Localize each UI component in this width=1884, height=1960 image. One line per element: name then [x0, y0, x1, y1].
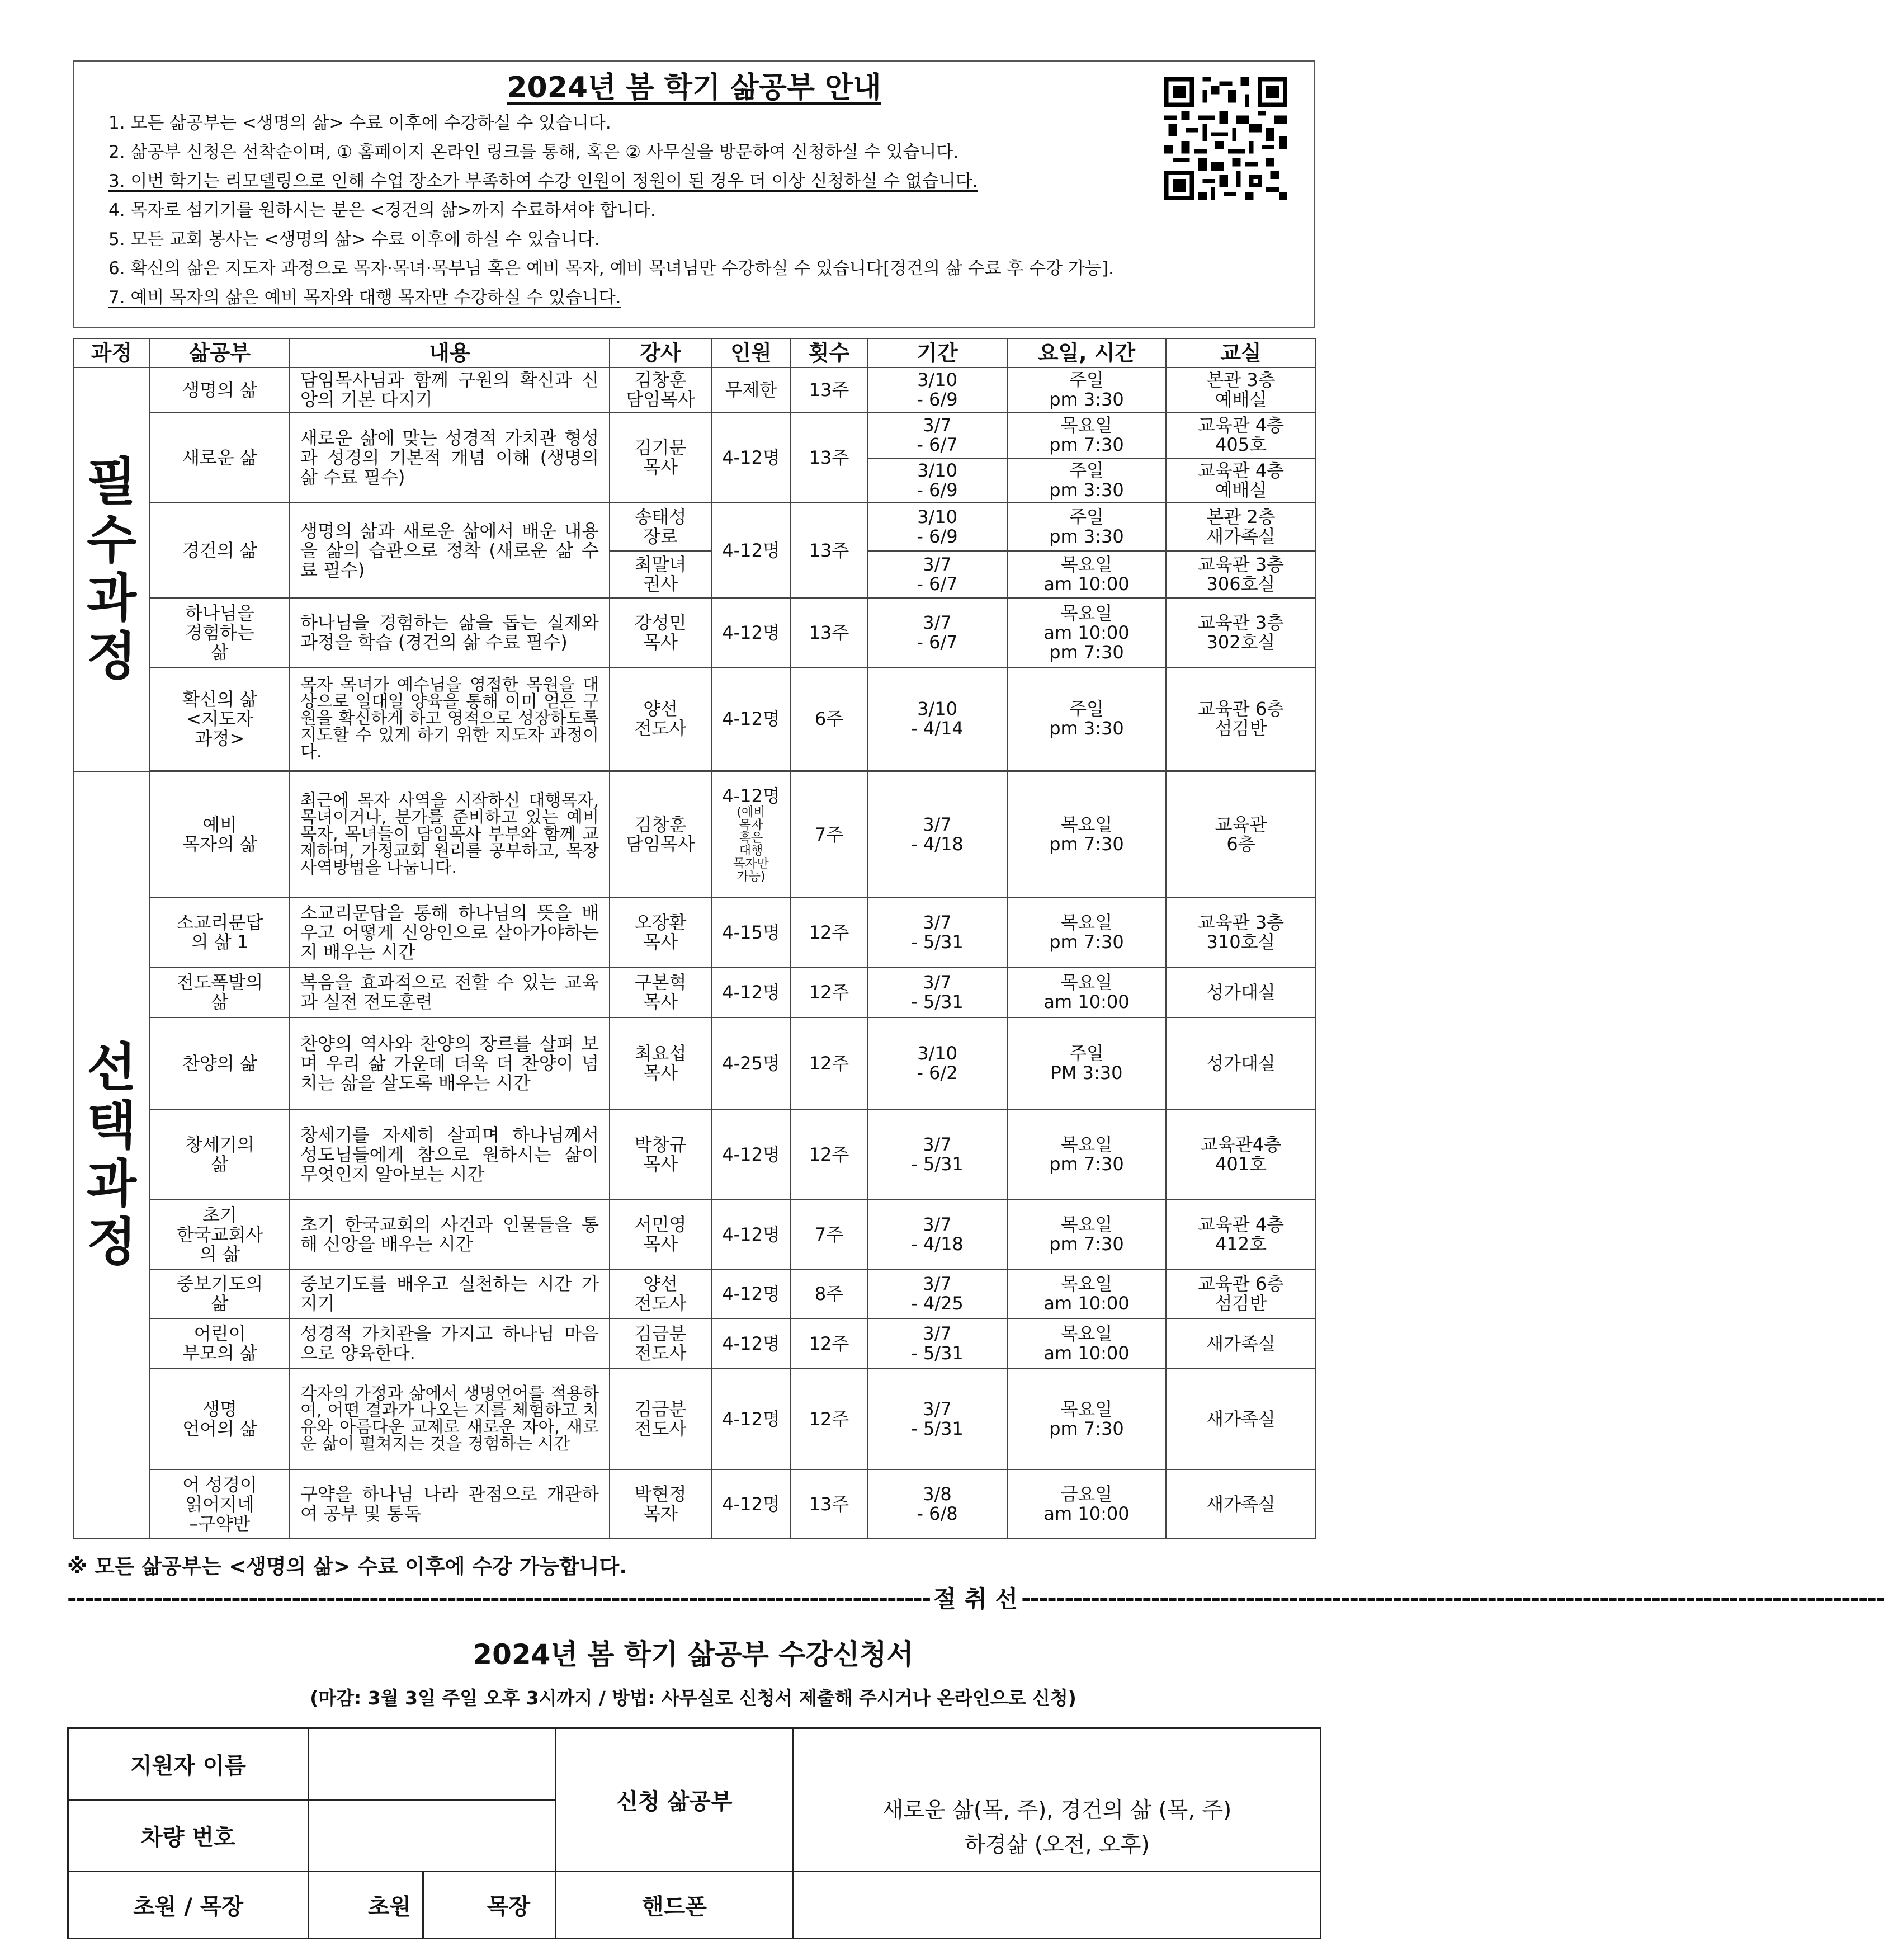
course-room: 교육관 4층 412호 — [1166, 1200, 1316, 1269]
course-name: 창세기의 삶 — [150, 1109, 290, 1200]
table-row — [73, 898, 1316, 967]
course-name: 예비 목자의 삶 — [150, 771, 290, 898]
course-room: 교육관 3층 302호실 — [1166, 598, 1316, 667]
course-capacity: 4-12명 — [711, 667, 791, 770]
course-time: 목요일 am 10:00 — [1007, 1269, 1166, 1318]
course-content: 구약을 하나님 나라 관점으로 개관하여 공부 및 통독 — [290, 1469, 610, 1539]
course-teacher: 박창규 목사 — [610, 1109, 711, 1200]
notice-box — [73, 60, 1315, 328]
course-content: 창세기를 자세히 살피며 하나님께서 성도님들에게 참으로 원하시는 삶이 무엇인지 알아보는 시간 — [290, 1109, 610, 1200]
course-name: 전도폭발의 삶 — [150, 967, 290, 1017]
course-room: 새가족실 — [1166, 1469, 1316, 1539]
course-room: 교육관 6층 — [1166, 771, 1316, 898]
notice-title: 2024년 봄 학기 삶공부 안내 — [507, 71, 881, 105]
course-count: 13주 — [791, 412, 867, 503]
course-time: 금요일 am 10:00 — [1007, 1469, 1166, 1539]
course-select-options[interactable] — [794, 1728, 1321, 1872]
course-name: 찬양의 삶 — [150, 1017, 290, 1109]
course-period: 3/7 - 6/7 — [867, 551, 1007, 598]
form-row — [68, 1728, 1321, 1800]
course-time: 목요일 pm 7:30 — [1007, 412, 1166, 458]
course-option-line: 새로운 삶(목, 주), 경건의 삶 (목, 주) — [882, 1797, 1232, 1823]
course-room: 성가대실 — [1166, 1017, 1316, 1109]
course-period: 3/7 - 6/7 — [867, 598, 1007, 667]
course-content: 하나님을 경험하는 삶을 돕는 실제와 과정을 학습 (경건의 삶 수료 필수) — [290, 598, 610, 667]
course-count: 12주 — [791, 1017, 867, 1109]
course-capacity: 무제한 — [711, 368, 791, 412]
course-room: 본관 3층 예배실 — [1166, 368, 1316, 412]
course-time: 목요일 pm 7:30 — [1007, 771, 1166, 898]
course-period: 3/10 - 6/9 — [867, 368, 1007, 412]
course-capacity: 4-12명 — [711, 598, 791, 667]
car-number-label: 차량 번호 — [68, 1800, 309, 1872]
course-teacher: 서민영 목사 — [610, 1200, 711, 1269]
course-period: 3/8 - 6/8 — [867, 1469, 1007, 1539]
course-teacher: 김기문 목사 — [610, 412, 711, 503]
course-room: 새가족실 — [1166, 1369, 1316, 1469]
course-teacher: 송태성 장로 — [610, 503, 711, 551]
course-name: 새로운 삶 — [150, 412, 290, 503]
header-category: 과정 — [73, 338, 150, 368]
mokjang-label: 목장 — [487, 1894, 530, 1920]
table-row — [73, 412, 1316, 458]
header-time: 요일, 시간 — [1007, 338, 1166, 368]
course-capacity: 4-12명 — [711, 1318, 791, 1369]
course-period: 3/7 - 6/7 — [867, 412, 1007, 458]
table-row — [73, 503, 1316, 551]
course-capacity: 4-12명 — [711, 412, 791, 503]
course-period: 3/7 - 4/18 — [867, 1200, 1007, 1269]
footnote: ※ 모든 삶공부는 <생명의 삶> 수료 이후에 수강 가능합니다. — [67, 1554, 627, 1579]
course-time: 목요일 am 10:00 — [1007, 551, 1166, 598]
course-time: 주일 pm 3:30 — [1007, 503, 1166, 551]
applicant-name-label: 지원자 이름 — [68, 1728, 309, 1800]
course-name: 확신의 삶 <지도자 과정> — [150, 667, 290, 770]
course-capacity: 4-15명 — [711, 898, 791, 967]
course-capacity: 4-25명 — [711, 1017, 791, 1109]
course-period: 3/7 - 5/31 — [867, 967, 1007, 1017]
course-room: 새가족실 — [1166, 1318, 1316, 1369]
chowon-input[interactable] — [309, 1872, 423, 1939]
course-time: 주일 pm 3:30 — [1007, 458, 1166, 503]
table-row — [73, 1469, 1316, 1539]
course-count: 12주 — [791, 898, 867, 967]
course-content: 목자 목녀가 예수님을 영접한 목원을 대상으로 일대일 양육을 통해 이미 얻은 구원을 확신하게 하고 영적으로 성장하도록 지도할 수 있게 하기 위한 지도자 과정이다. — [290, 667, 610, 770]
header-capacity: 인원 — [711, 338, 791, 368]
course-room: 교육관 3층 306호실 — [1166, 551, 1316, 598]
course-time: 목요일 pm 7:30 — [1007, 898, 1166, 967]
course-teacher: 김금분 전도사 — [610, 1369, 711, 1469]
car-number-input[interactable] — [309, 1800, 556, 1872]
cut-line-dashes: ---------------------------------------------------------------------------------------------------- — [1021, 1584, 1884, 1612]
course-table — [73, 338, 1316, 1539]
course-time: 목요일 pm 7:30 — [1007, 1369, 1166, 1469]
course-content: 복음을 효과적으로 전할 수 있는 교육과 실전 전도훈련 — [290, 967, 610, 1017]
course-room: 성가대실 — [1166, 967, 1316, 1017]
course-room: 교육관 4층 예배실 — [1166, 458, 1316, 503]
course-count: 13주 — [791, 598, 867, 667]
course-capacity: 4-12명 (예비 목자 혹은 대행 목자만 가능) — [711, 771, 791, 898]
course-capacity: 4-12명 — [711, 1109, 791, 1200]
header-room: 교실 — [1166, 338, 1316, 368]
applicant-name-input[interactable] — [309, 1728, 556, 1800]
course-content: 중보기도를 배우고 실천하는 시간 가지기 — [290, 1269, 610, 1318]
course-teacher: 김창훈 담임목사 — [610, 771, 711, 898]
course-capacity: 4-12명 — [711, 1200, 791, 1269]
course-count: 12주 — [791, 1369, 867, 1469]
table-row — [73, 1109, 1316, 1200]
course-capacity: 4-12명 — [711, 967, 791, 1017]
course-count: 7주 — [791, 771, 867, 898]
course-content: 최근에 목자 사역을 시작하신 대행목자, 목녀이거나, 분가를 준비하고 있는 예비목자, 목녀들이 담임목사 부부와 함께 교제하며, 가정교회 원리를 공부하고, 목장사역방법을 나눕니다. — [290, 771, 610, 898]
course-teacher: 양선 전도사 — [610, 1269, 711, 1318]
course-time: 주일 pm 3:30 — [1007, 667, 1166, 770]
course-content: 찬양의 역사와 찬양의 장르를 살펴 보며 우리 삶 가운데 더욱 더 찬양이 넘치는 삶을 살도록 배우는 시간 — [290, 1017, 610, 1109]
cut-line-dashes: ---------------------------------------------------------------------------------------------------- — [67, 1584, 931, 1612]
course-content: 소교리문답을 통해 하나님의 뜻을 배우고 어떻게 신앙인으로 살아가야하는지 배우는 시간 — [290, 898, 610, 967]
notice-item: 3. 이번 학기는 리모델링으로 인해 수업 장소가 부족하여 수강 인원이 정원이 된 경우 더 이상 신청하실 수 없습니다. — [108, 171, 978, 191]
form-row — [68, 1872, 1321, 1939]
course-period: 3/7 - 5/31 — [867, 1369, 1007, 1469]
notice-item: 4. 목자로 섬기기를 원하시는 분은 <경건의 삶>까지 수료하셔야 합니다. — [108, 200, 656, 220]
course-period: 3/7 - 5/31 — [867, 1109, 1007, 1200]
notice-item: 1. 모든 삶공부는 <생명의 삶> 수료 이후에 수강하실 수 있습니다. — [108, 113, 611, 133]
application-form — [67, 1727, 1321, 1939]
course-option-line: 하경삶 (오전, 오후) — [964, 1832, 1150, 1858]
course-period: 3/10 - 4/14 — [867, 667, 1007, 770]
course-period: 3/7 - 4/18 — [867, 771, 1007, 898]
notice-item: 7. 예비 목자의 삶은 예비 목자와 대행 목자만 수강하실 수 있습니다. — [108, 288, 621, 308]
cut-line — [67, 1581, 1884, 1614]
course-period: 3/7 - 4/25 — [867, 1269, 1007, 1318]
course-teacher: 오장환 목사 — [610, 898, 711, 967]
course-time: 목요일 am 10:00 — [1007, 1318, 1166, 1369]
header-course: 삶공부 — [150, 338, 290, 368]
table-row — [73, 1269, 1316, 1318]
course-teacher: 박현정 목자 — [610, 1469, 711, 1539]
course-time: 목요일 pm 7:30 — [1007, 1200, 1166, 1269]
course-count: 13주 — [791, 368, 867, 412]
course-teacher: 김창훈 담임목사 — [610, 368, 711, 412]
course-name: 초기 한국교회사 의 삶 — [150, 1200, 290, 1269]
notice-item: 5. 모든 교회 봉사는 <생명의 삶> 수료 이후에 하실 수 있습니다. — [108, 229, 600, 249]
qr-code-icon[interactable] — [1164, 77, 1287, 200]
table-row — [73, 1369, 1316, 1469]
course-room: 본관 2층 새가족실 — [1166, 503, 1316, 551]
course-room: 교육관 6층 섬김반 — [1166, 1269, 1316, 1318]
course-period: 3/10 - 6/2 — [867, 1017, 1007, 1109]
category-required: 필수과정 — [73, 368, 150, 771]
course-name: 어 성경이 읽어지네 –구약반 — [150, 1469, 290, 1539]
course-room: 교육관 4층 405호 — [1166, 412, 1316, 458]
course-time: 주일 pm 3:30 — [1007, 368, 1166, 412]
notice-list — [108, 109, 1114, 312]
phone-label: 핸드폰 — [556, 1872, 794, 1939]
table-row — [73, 368, 1316, 412]
table-row — [73, 1318, 1316, 1369]
course-room: 교육관 6층 섬김반 — [1166, 667, 1316, 770]
table-header-row — [73, 338, 1316, 368]
course-count: 8주 — [791, 1269, 867, 1318]
course-content: 각자의 가정과 삶에서 생명언어를 적용하여, 어떤 결과가 나오는 지를 체험하고 치유와 아름다운 교제로 새로운 자아, 새로운 삶이 펼쳐지는 것을 경험하는 시간 — [290, 1369, 610, 1469]
cut-line-label: 절 취 선 — [933, 1585, 1018, 1613]
course-name: 중보기도의 삶 — [150, 1269, 290, 1318]
capacity-note: (예비 목자 혹은 대행 목자만 가능) — [733, 805, 769, 884]
table-row — [73, 598, 1316, 667]
chowon-mokjang-label: 초원 / 목장 — [68, 1872, 309, 1939]
course-select-label: 신청 삶공부 — [556, 1728, 794, 1872]
course-count: 7주 — [791, 1200, 867, 1269]
form-subtitle: (마감: 3월 3일 주일 오후 3시까지 / 방법: 사무실로 신청서 제출해 주시거나 온라인으로 신청) — [310, 1687, 1076, 1709]
course-capacity: 4-12명 — [711, 1269, 791, 1318]
course-content: 새로운 삶에 맞는 성경적 가치관 형성과 성경의 기본적 개념 이해 (생명의 삶 수료 필수) — [290, 412, 610, 503]
header-content: 내용 — [290, 338, 610, 368]
course-capacity: 4-12명 — [711, 1369, 791, 1469]
category-elective: 선택과정 — [73, 771, 150, 1539]
phone-input[interactable] — [794, 1872, 1321, 1939]
course-count: 13주 — [791, 1469, 867, 1539]
notice-item: 6. 확신의 삶은 지도자 과정으로 목자·목녀·목부님 혹은 예비 목자, 예비 목녀님만 수강하실 수 있습니다[경건의 삶 수료 후 수강 가능]. — [108, 258, 1114, 279]
table-row — [73, 967, 1316, 1017]
table-row — [73, 1017, 1316, 1109]
course-time: 주일 PM 3:30 — [1007, 1017, 1166, 1109]
course-teacher: 양선 전도사 — [610, 667, 711, 770]
course-time: 목요일 am 10:00 pm 7:30 — [1007, 598, 1166, 667]
course-name: 소교리문답 의 삶 1 — [150, 898, 290, 967]
form-title: 2024년 봄 학기 삶공부 수강신청서 — [473, 1638, 914, 1671]
table-row — [73, 771, 1316, 898]
course-content: 생명의 삶과 새로운 삶에서 배운 내용을 삶의 습관으로 정착 (새로운 삶 수료 필수) — [290, 503, 610, 598]
course-period: 3/10 - 6/9 — [867, 458, 1007, 503]
course-name: 어린이 부모의 삶 — [150, 1318, 290, 1369]
course-teacher: 강성민 목사 — [610, 598, 711, 667]
header-period: 기간 — [867, 338, 1007, 368]
course-time: 목요일 pm 7:30 — [1007, 1109, 1166, 1200]
course-teacher: 최말녀 권사 — [610, 551, 711, 598]
course-time: 목요일 am 10:00 — [1007, 967, 1166, 1017]
header-count: 횟수 — [791, 338, 867, 368]
mokjang-input[interactable] — [423, 1872, 556, 1939]
course-count: 12주 — [791, 1318, 867, 1369]
course-room: 교육관 3층 310호실 — [1166, 898, 1316, 967]
course-period: 3/7 - 5/31 — [867, 898, 1007, 967]
course-period: 3/7 - 5/31 — [867, 1318, 1007, 1369]
header-teacher: 강사 — [610, 338, 711, 368]
course-name: 생명의 삶 — [150, 368, 290, 412]
course-content: 초기 한국교회의 사건과 인물들을 통해 신앙을 배우는 시간 — [290, 1200, 610, 1269]
course-count: 12주 — [791, 1109, 867, 1200]
table-row — [73, 1200, 1316, 1269]
table-row — [73, 667, 1316, 770]
course-room: 교육관4층 401호 — [1166, 1109, 1316, 1200]
course-name: 하나님을 경험하는 삶 — [150, 598, 290, 667]
course-capacity: 4-12명 — [711, 503, 791, 598]
notice-item: 2. 삶공부 신청은 선착순이며, ① 홈페이지 온라인 링크를 통해, 혹은 ② 사무실을 방문하여 신청하실 수 있습니다. — [108, 142, 959, 162]
course-capacity: 4-12명 — [711, 1469, 791, 1539]
course-count: 13주 — [791, 503, 867, 598]
course-content: 담임목사님과 함께 구원의 확신과 신앙의 기본 다지기 — [290, 368, 610, 412]
course-teacher: 최요섭 목사 — [610, 1017, 711, 1109]
chowon-label: 초원 — [367, 1894, 411, 1920]
course-name: 경건의 삶 — [150, 503, 290, 598]
course-count: 12주 — [791, 967, 867, 1017]
course-teacher: 김금분 전도사 — [610, 1318, 711, 1369]
course-content: 성경적 가치관을 가지고 하나님 마음으로 양육한다. — [290, 1318, 610, 1369]
course-count: 6주 — [791, 667, 867, 770]
course-period: 3/10 - 6/9 — [867, 503, 1007, 551]
course-teacher: 구본혁 목사 — [610, 967, 711, 1017]
course-name: 생명 언어의 삶 — [150, 1369, 290, 1469]
